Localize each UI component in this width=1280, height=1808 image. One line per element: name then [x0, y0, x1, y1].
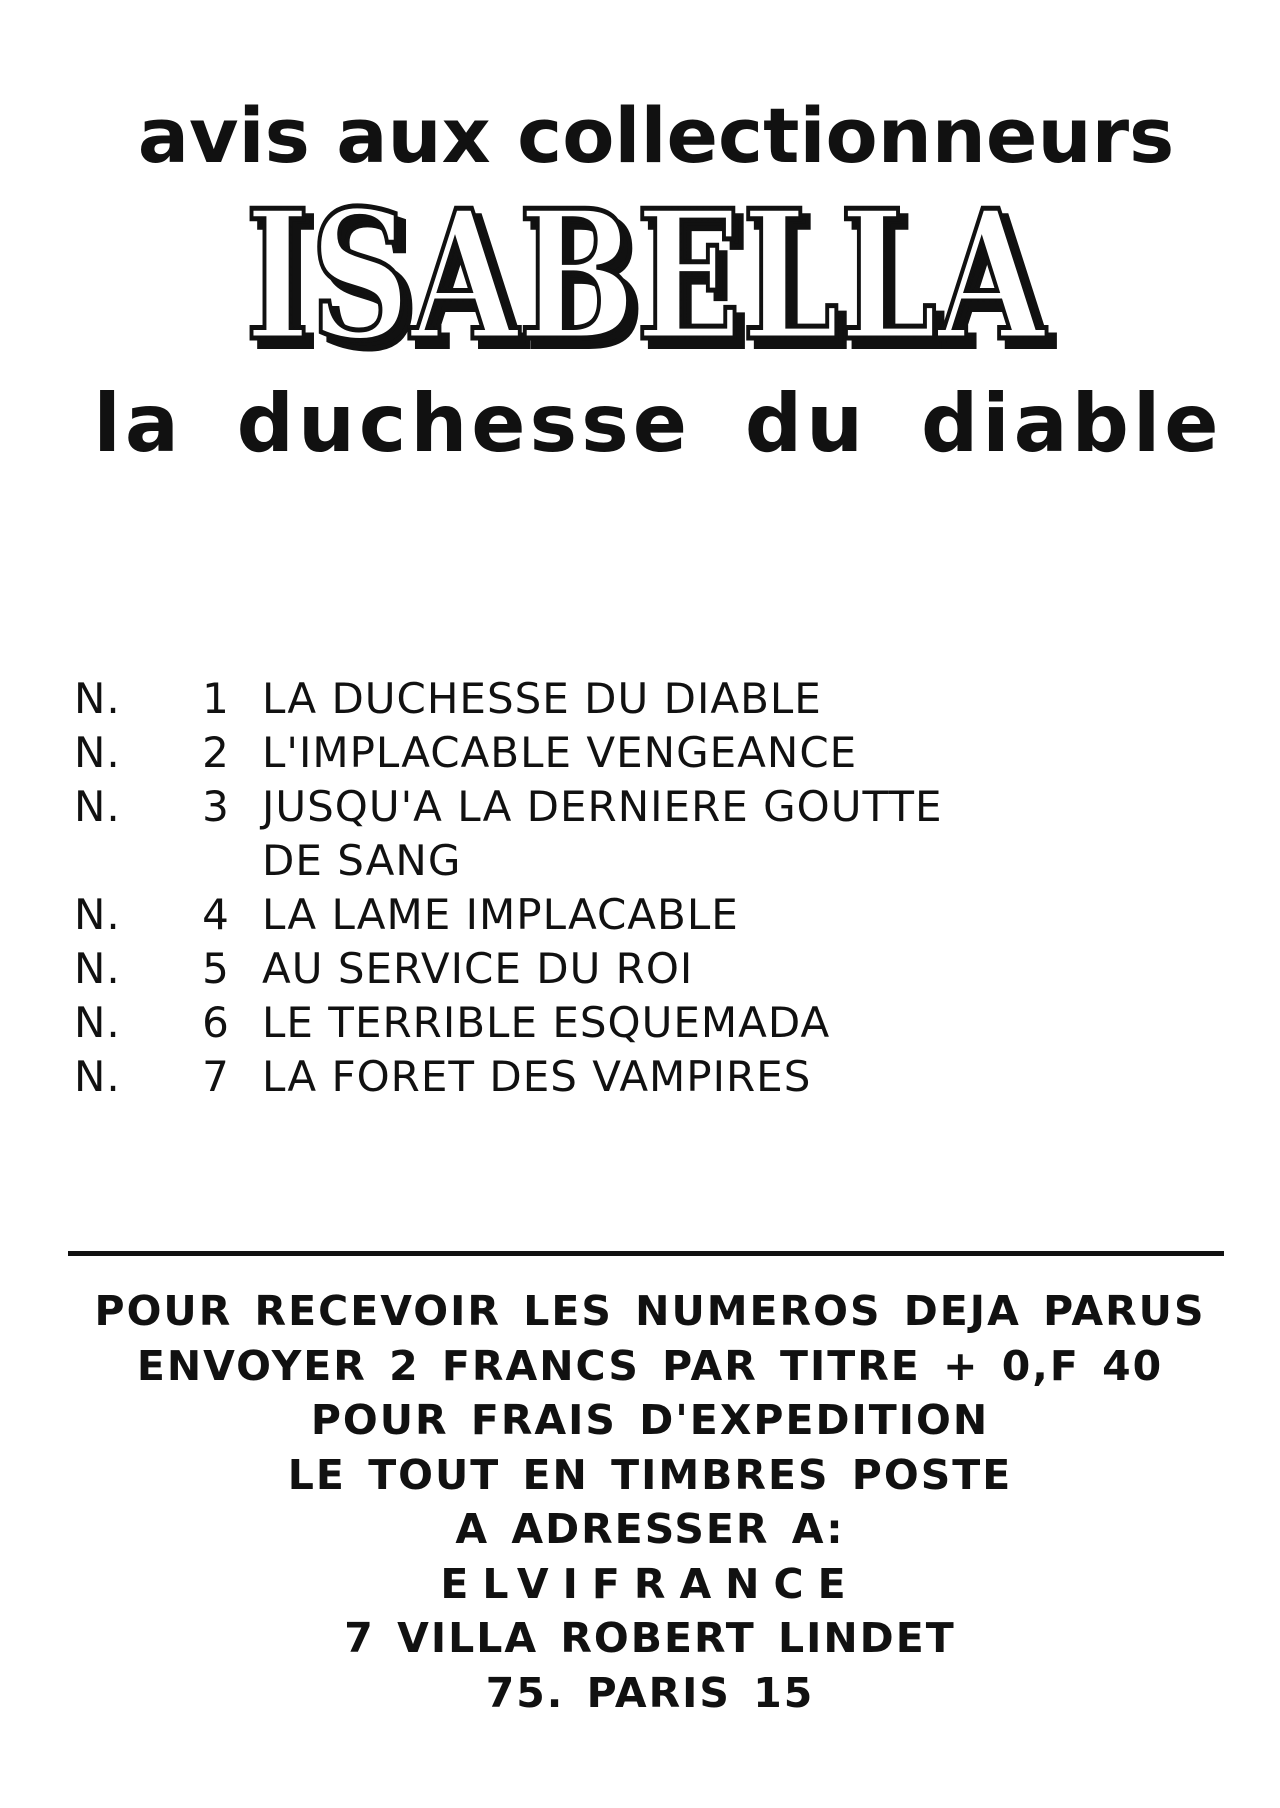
issue-number: 6: [202, 998, 230, 1047]
order-line: POUR FRAIS D'EXPEDITION: [310, 1396, 990, 1444]
kicker-heading: avis aux collectionneurs: [137, 91, 1175, 180]
order-line: LE TOUT EN TIMBRES POSTE: [287, 1450, 1013, 1499]
issue-list: [74, 672, 1074, 1104]
issue-prefix: N.: [74, 782, 121, 831]
issue-title: JUSQU'A LA DERNIERE GOUTTE: [262, 782, 943, 831]
order-line: POUR RECEVOIR LES NUMEROS DEJA PARUS: [94, 1287, 1206, 1335]
issue-title: AU SERVICE DU ROI: [262, 944, 694, 993]
issue-prefix: N.: [74, 674, 121, 723]
issue-title: LA FORET DES VAMPIRES: [262, 1052, 812, 1101]
isabella-logo: [232, 196, 1062, 372]
order-line: ENVOYER 2 FRANCS PAR TITRE + 0,F 40: [136, 1341, 1164, 1390]
logo-letters: ISABELLA: [245, 196, 1048, 372]
issue-title: DE SANG: [262, 836, 462, 885]
subtitle-heading: la duchesse du diable: [93, 377, 1223, 470]
issue-prefix: N.: [74, 890, 121, 939]
issue-number: 5: [202, 944, 230, 993]
issue-prefix: N.: [74, 998, 121, 1047]
order-line: A ADRESSER A:: [455, 1505, 845, 1553]
issue-prefix: N.: [74, 1052, 121, 1101]
publisher-name: ELVIFRANCE: [440, 1559, 860, 1608]
issue-number: 1: [202, 674, 230, 723]
isabella-logo-art: [232, 196, 1062, 372]
logo-inner-ornament: ISABELLA: [245, 196, 1048, 372]
issue-prefix: [74, 834, 170, 888]
list-item: [74, 888, 1074, 942]
list-item: [74, 942, 1074, 996]
divider-rule: [68, 1251, 1224, 1256]
list-item: [74, 996, 1074, 1050]
logo-shadow: ISABELLA: [253, 196, 1056, 372]
list-item: [74, 672, 1074, 726]
address-street: 7 VILLA ROBERT LINDET: [344, 1614, 956, 1662]
list-item: [74, 780, 1074, 834]
list-item: [74, 1050, 1074, 1104]
issue-number: 7: [202, 1052, 230, 1101]
list-item-continuation: [74, 834, 1074, 888]
list-item: [74, 726, 1074, 780]
issue-title: L'IMPLACABLE VENGEANCE: [262, 728, 858, 777]
issue-title: LE TERRIBLE ESQUEMADA: [262, 998, 831, 1047]
issue-number: 3: [202, 782, 230, 831]
issue-number: [170, 834, 262, 888]
address-city: 75. PARIS 15: [485, 1668, 815, 1717]
issue-prefix: N.: [74, 944, 121, 993]
issue-number: 4: [202, 890, 230, 939]
order-instructions: [60, 1284, 1240, 1720]
issue-title: LA DUCHESSE DU DIABLE: [262, 674, 822, 723]
issue-prefix: N.: [74, 728, 121, 777]
issue-number: 2: [202, 728, 230, 777]
issue-title: LA LAME IMPLACABLE: [262, 890, 739, 939]
